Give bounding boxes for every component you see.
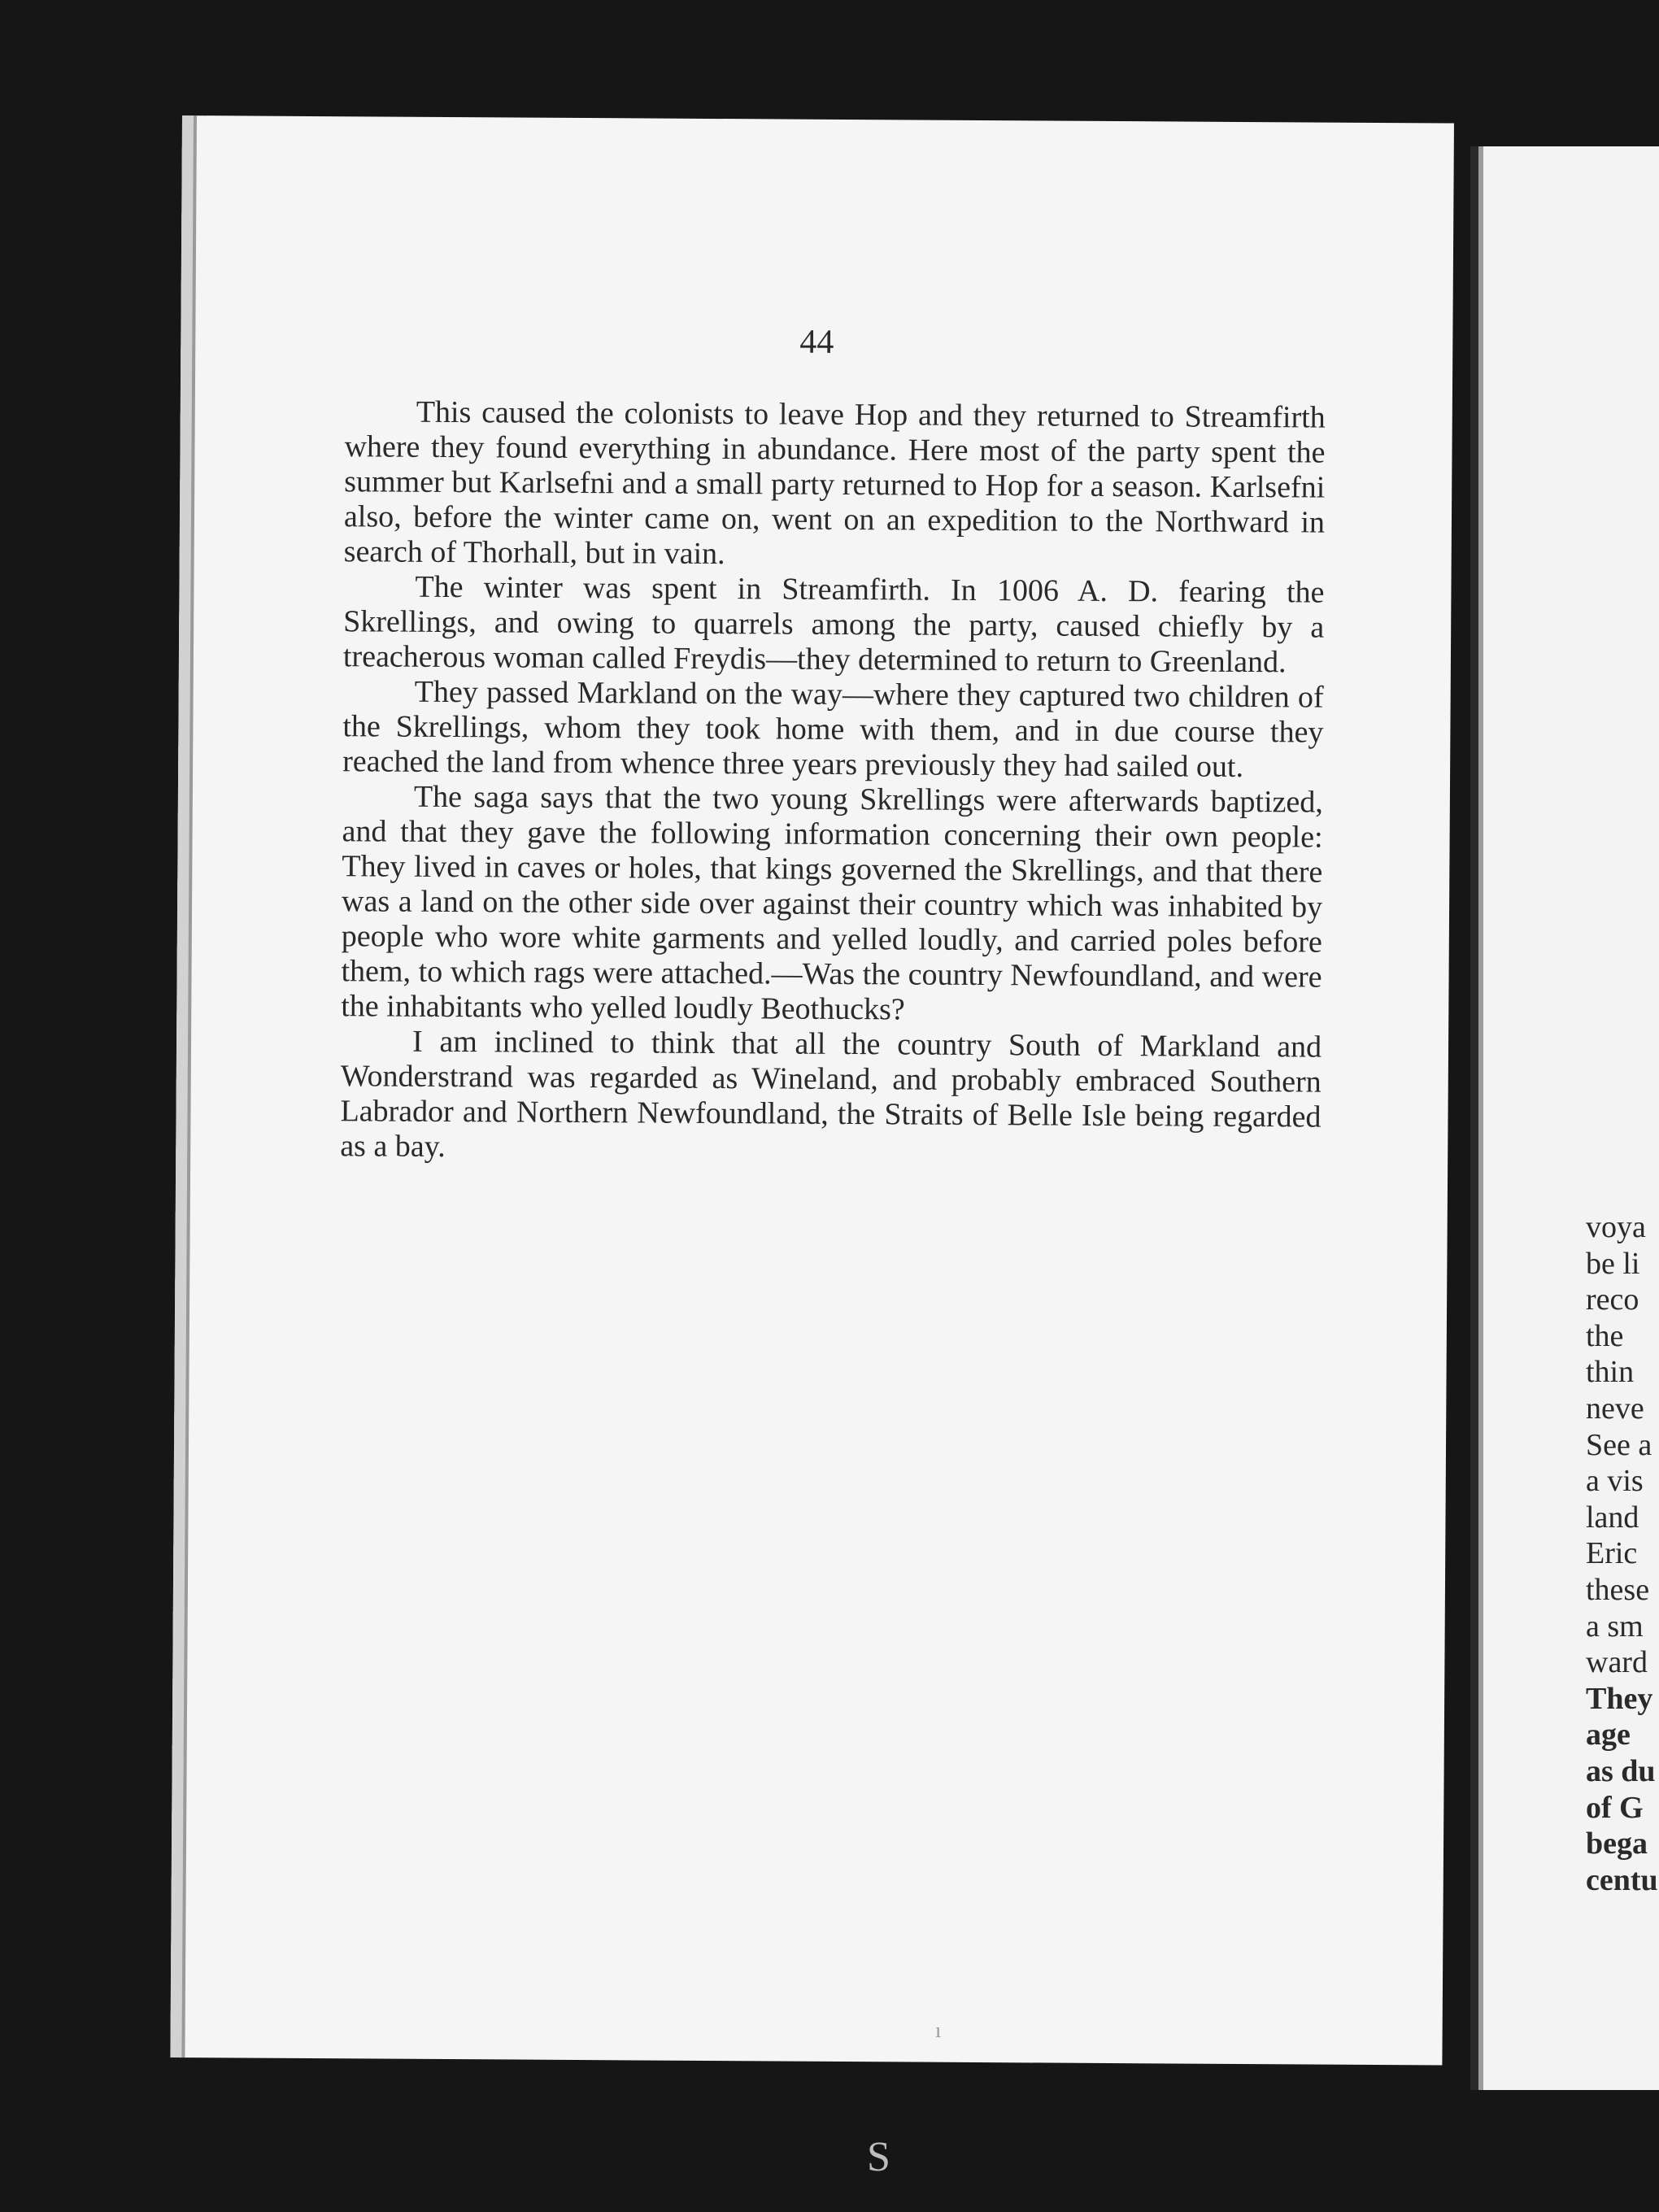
facing-line: be li	[1586, 1246, 1640, 1281]
facing-line: as du	[1586, 1753, 1656, 1788]
facing-line: ward	[1586, 1645, 1648, 1680]
facing-page-text	[1586, 1209, 1658, 1898]
facing-line: land	[1586, 1500, 1639, 1535]
facing-line: thin	[1586, 1355, 1635, 1390]
facing-line: bega	[1586, 1827, 1648, 1861]
paragraph: The winter was spent in Streamfirth. In 1006 A. D. fearing the Skrellings, and owing to quarrels among the party, caused chiefly by a treacherous woman called Freydis—they determined to return to Greenland.	[342, 569, 1325, 680]
facing-line: a vis	[1586, 1464, 1644, 1499]
facing-line: age	[1586, 1718, 1631, 1753]
facing-line: a sm	[1586, 1609, 1644, 1644]
paragraph: This caused the colonists to leave Hop and they returned to Streamfirth where they found everything in abundance. Here most of the party spent the summer but Karlsefni and a small party returned to Hop for a season. Karlsefni also, before the winter came on, went on an expedition to the Northward in search of Thorhall, but in vain.	[343, 394, 1326, 572]
page-number: 44	[799, 323, 834, 361]
paragraph: I am inclined to think that all the country South of Markland and Wonderstrand was regarded as Wineland, and probably embraced Southern Labrador and Northern Newfoundland, the Straits of Belle Isle being regarded as a bay.	[340, 1024, 1322, 1165]
left-page	[170, 115, 1454, 2066]
facing-line: the	[1586, 1318, 1624, 1353]
scan-mark: S	[867, 2134, 890, 2180]
body-text	[340, 394, 1326, 1169]
paragraph: They passed Markland on the way—where they captured two children of the Skrellings, whom they took home with them, and in due course they reached the land from whence three years previously they had sailed out.	[342, 674, 1324, 784]
facing-line: these	[1586, 1572, 1650, 1607]
facing-line: reco	[1586, 1282, 1639, 1317]
scan-speck: ı	[935, 2018, 942, 2042]
facing-line: Eric	[1586, 1536, 1638, 1571]
facing-line: neve	[1586, 1391, 1644, 1426]
facing-page	[1470, 146, 1659, 2090]
paragraph: The saga says that the two young Skrellings were afterwards baptized, and that they gave the following information concerning their own people: They lived in caves or holes, that kings governed the Skrellings, and that there was a land on the other side over against their country which was inhabited by people who wore white garments and yelled loudly, and carried poles before them, to which rags were attached.—Was the country Newfoundland, and were the inhabitants who yelled loudly Beothucks?	[341, 779, 1323, 1027]
facing-line: centu	[1586, 1862, 1658, 1897]
facing-line: See a	[1586, 1427, 1652, 1462]
facing-line: They	[1586, 1681, 1653, 1716]
facing-line: of G	[1586, 1790, 1644, 1825]
facing-line: voya	[1586, 1210, 1646, 1244]
